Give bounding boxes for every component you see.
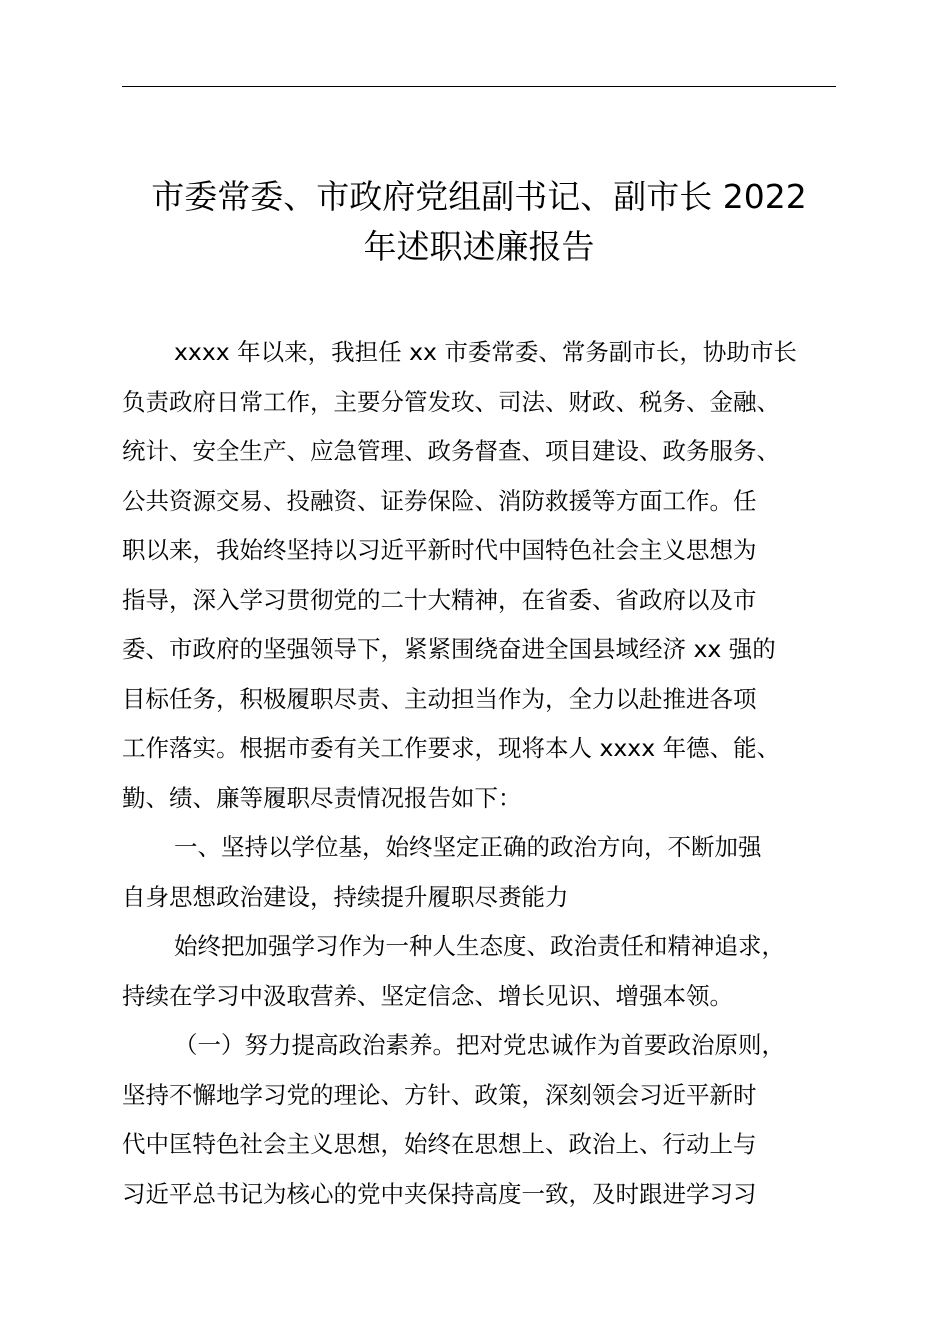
body-line: 公共资源交易、投融资、证券保险、消防救援等方面工作。任 [122, 486, 757, 515]
subsection-line: （一）努力提高政治素养。把对党忠诚作为首要政治原则， [174, 1031, 785, 1059]
body-line: 坚持不懈地学习党的理论、方针、政策，深刻领会习近平新时 [122, 1080, 757, 1109]
body-line: 习近平总书记为核心的党中夹保持高度一致，及时跟进学习习 [122, 1179, 757, 1208]
body-line: 委、市政府的坚强领导下，紧紧围绕奋进全国县域经济 xx 强的 [122, 635, 776, 663]
body-line: 指导，深入学习贯彻党的二十大精神，在省委、省政府以及市 [122, 585, 757, 614]
title-line-2: 年述职述廉报告 [363, 226, 595, 266]
section-heading-line: 一、坚持以学位基，始终坚定正确的政治方向，不断加强 [174, 833, 762, 861]
body-line: 负责政府日常工作，主要分管发玫、司法、财政、税务、金融、 [122, 387, 780, 416]
title-line-1: 市委常委、市政府党组副书记、副市长 2022 [151, 177, 807, 216]
section-heading-line: 自身思想政治建设，持续提升履职尽赉能力 [122, 882, 569, 911]
body-line: 统计、安全生产、应急管理、政务督查、项目建设、政务服务、 [122, 437, 780, 465]
body-line: 职以来，我始终坚持以习近平新时代中国特色社会主义思想为 [122, 536, 757, 564]
document-body [122, 328, 836, 1219]
body-line: 工作落实。根据市委有关工作要求，现将本人 xxxx 年德、能、 [122, 734, 781, 762]
body-line: 持续在学习中汲取营养、坚定信念、增长见识、增强本领。 [122, 981, 733, 1010]
body-line: xxxx 年以来，我担任 xx 市委常委、常务副市长，协助市长 [174, 338, 797, 366]
body-line: 代中匡特色社会主义思想，始终在思想上、政治上、行动上与 [122, 1130, 757, 1158]
body-line: 勤、绩、廉等履职尽责情况报告如下： [122, 783, 522, 812]
header-rule [122, 86, 836, 87]
document-title [122, 172, 836, 271]
body-line: 目标任务，积极履职尽责、主动担当作为，全力以赴推进各项 [122, 684, 757, 713]
body-line: 始终把加强学习作为一种人生态度、政治责任和精神追求， [174, 932, 785, 960]
